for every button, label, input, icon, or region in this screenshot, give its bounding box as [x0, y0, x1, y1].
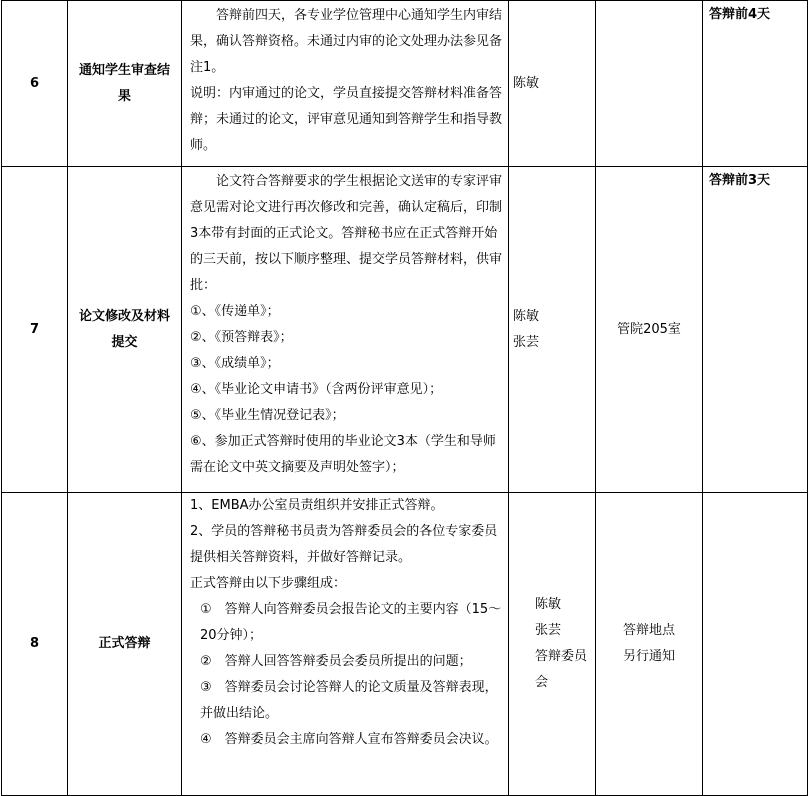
time-cell: 答辩前4天 — [703, 1, 808, 167]
step-content — [182, 167, 509, 493]
content-paragraph: 2、学员的答辩秘书员责为答辩委员会的各位专家委员提供相关答辩资料，并做好答辩记录。 — [190, 524, 498, 565]
step-name: 正式答辩 — [68, 493, 182, 796]
table-row-8 — [2, 493, 808, 796]
step-content — [182, 493, 509, 796]
content-item: ① 答辩人向答辩委员会报告论文的主要内容（15～20分钟）； — [200, 602, 502, 643]
procedure-table — [1, 0, 808, 796]
content-paragraph: 说明：内审通过的论文，学员直接提交答辩材料准备答辩；未通过的论文，评审意见通知到答辩学生和指导教师。 — [190, 86, 503, 153]
location-text: 另行通知 — [622, 649, 675, 664]
location-cell — [596, 167, 703, 493]
content-paragraph: 答辩前四天，各专业学位管理中心通知学生内审结果，确认答辩资格。未通过内审的论文处理办法参见备注1。 — [190, 8, 503, 75]
content-item: ③ 答辩委员会讨论答辩人的论文质量及答辩表现，并做出结论。 — [200, 680, 498, 721]
person-name: 陈敏 — [535, 597, 562, 612]
person-name: 陈敏 — [513, 75, 540, 91]
content-item: ①、《传递单》； — [190, 304, 280, 319]
person-name: 张芸 — [535, 623, 562, 638]
responsible-person — [509, 1, 596, 167]
content-item: ②、《预答辩表》； — [190, 330, 293, 345]
person-name: 陈敏 — [513, 308, 540, 324]
location-text: 答辩地点 — [622, 623, 675, 638]
time-cell: 答辩前3天 — [703, 167, 808, 493]
content-paragraph: 1、EMBA办公室员责组织并安排正式答辩。 — [190, 498, 444, 513]
person-name: 答辩委员会 — [535, 649, 588, 690]
content-paragraph: 论文符合答辩要求的学生根据论文送审的专家评审意见需对论文进行再次修改和完善，确认定稿后，印制3本带有封面的正式论文。答辩秘书应在正式答辩开始的三天前，按以下顺序整理、提交学员答辩材料，供审批： — [190, 174, 503, 293]
table-row-6 — [2, 1, 808, 167]
location-cell — [596, 1, 703, 167]
row-number: 8 — [2, 493, 68, 796]
time-cell — [703, 493, 808, 796]
location-text: 管院205室 — [617, 321, 681, 337]
row-number: 7 — [2, 167, 68, 493]
location-cell — [596, 493, 703, 796]
responsible-person — [509, 167, 596, 493]
responsible-person — [509, 493, 596, 796]
content-item: ③、《成绩单》； — [190, 356, 280, 371]
row-number: 6 — [2, 1, 68, 167]
person-name: 张芸 — [513, 334, 540, 350]
content-item: ② 答辩人回答答辩委员会委员所提出的问题； — [200, 654, 472, 669]
content-paragraph: 正式答辩由以下步骤组成： — [190, 576, 347, 591]
content-item: ④、《毕业论文申请书》（含两份评审意见）； — [190, 382, 443, 397]
step-name: 论文修改及材料提交 — [68, 167, 182, 493]
content-item: ④ 答辩委员会主席向答辩人宣布答辩委员会决议。 — [200, 732, 498, 747]
content-item: ⑤、《毕业生情况登记表》； — [190, 408, 345, 423]
table-row-7 — [2, 167, 808, 493]
content-item: ⑥、参加正式答辩时使用的毕业论文3本（学生和导师需在论文中英文摘要及声明处签字）； — [190, 434, 496, 475]
step-name: 通知学生审查结果 — [68, 1, 182, 167]
step-content — [182, 1, 509, 167]
